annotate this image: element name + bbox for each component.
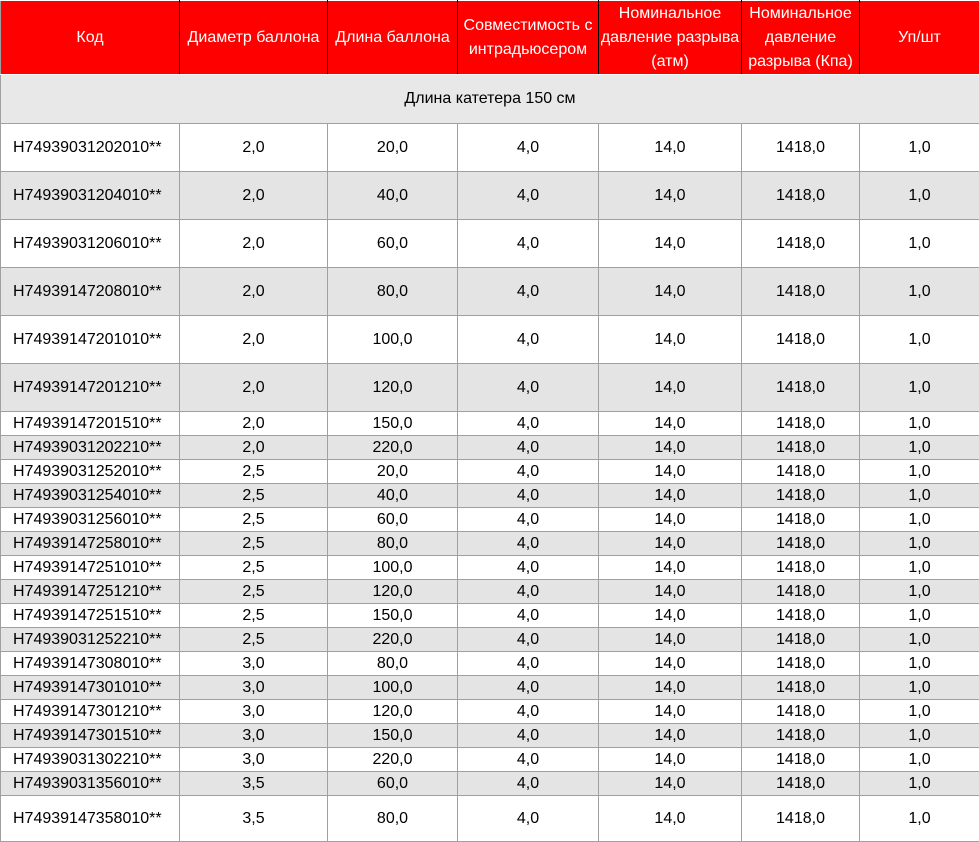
- cell-pressure-kpa: 1418,0: [742, 316, 860, 364]
- cell-pressure-atm: 14,0: [599, 748, 742, 772]
- cell-introducer: 4,0: [458, 436, 599, 460]
- header-introducer-compatibility: Совместимость с интрадьюсером: [458, 1, 599, 75]
- cell-length: 80,0: [328, 652, 458, 676]
- table-row: [1, 268, 979, 316]
- cell-pressure-atm: 14,0: [599, 556, 742, 580]
- cell-pressure-kpa: 1418,0: [742, 724, 860, 748]
- section-row: [1, 75, 979, 124]
- header-burst-pressure-kpa: Номинальное давление разрыва (Кпа): [742, 1, 860, 75]
- cell-diameter: 2,5: [180, 460, 328, 484]
- cell-pressure-atm: 14,0: [599, 172, 742, 220]
- cell-code: H74939031204010**: [1, 172, 180, 220]
- cell-pack: 1,0: [860, 604, 979, 628]
- cell-pressure-atm: 14,0: [599, 532, 742, 556]
- table-row: [1, 652, 979, 676]
- table-row: [1, 460, 979, 484]
- cell-code: H74939031356010**: [1, 772, 180, 796]
- cell-introducer: 4,0: [458, 628, 599, 652]
- cell-pressure-kpa: 1418,0: [742, 676, 860, 700]
- cell-pressure-atm: 14,0: [599, 508, 742, 532]
- cell-introducer: 4,0: [458, 316, 599, 364]
- cell-pressure-kpa: 1418,0: [742, 484, 860, 508]
- cell-diameter: 2,5: [180, 580, 328, 604]
- cell-diameter: 3,5: [180, 796, 328, 842]
- cell-length: 220,0: [328, 748, 458, 772]
- table-row: [1, 796, 979, 842]
- cell-pack: 1,0: [860, 364, 979, 412]
- cell-pressure-atm: 14,0: [599, 772, 742, 796]
- cell-length: 120,0: [328, 364, 458, 412]
- cell-pack: 1,0: [860, 220, 979, 268]
- cell-length: 120,0: [328, 700, 458, 724]
- cell-pressure-atm: 14,0: [599, 124, 742, 172]
- cell-diameter: 3,0: [180, 748, 328, 772]
- cell-pressure-kpa: 1418,0: [742, 220, 860, 268]
- cell-introducer: 4,0: [458, 676, 599, 700]
- cell-pressure-kpa: 1418,0: [742, 652, 860, 676]
- cell-length: 100,0: [328, 316, 458, 364]
- cell-pressure-kpa: 1418,0: [742, 628, 860, 652]
- cell-introducer: 4,0: [458, 796, 599, 842]
- cell-pressure-kpa: 1418,0: [742, 364, 860, 412]
- cell-length: 220,0: [328, 628, 458, 652]
- cell-pressure-atm: 14,0: [599, 412, 742, 436]
- cell-code: H74939147201510**: [1, 412, 180, 436]
- cell-length: 100,0: [328, 676, 458, 700]
- cell-introducer: 4,0: [458, 484, 599, 508]
- cell-code: H74939031202010**: [1, 124, 180, 172]
- cell-pressure-atm: 14,0: [599, 580, 742, 604]
- cell-pressure-atm: 14,0: [599, 604, 742, 628]
- cell-pressure-kpa: 1418,0: [742, 172, 860, 220]
- cell-length: 80,0: [328, 268, 458, 316]
- cell-length: 20,0: [328, 124, 458, 172]
- cell-code: H74939147301510**: [1, 724, 180, 748]
- cell-length: 150,0: [328, 724, 458, 748]
- cell-length: 40,0: [328, 172, 458, 220]
- cell-length: 150,0: [328, 604, 458, 628]
- cell-length: 80,0: [328, 532, 458, 556]
- table-header-row: [1, 1, 979, 75]
- cell-length: 100,0: [328, 556, 458, 580]
- cell-introducer: 4,0: [458, 556, 599, 580]
- cell-introducer: 4,0: [458, 268, 599, 316]
- cell-length: 60,0: [328, 220, 458, 268]
- cell-length: 80,0: [328, 796, 458, 842]
- cell-diameter: 3,0: [180, 676, 328, 700]
- cell-diameter: 3,5: [180, 772, 328, 796]
- cell-diameter: 2,5: [180, 484, 328, 508]
- cell-code: H74939147258010**: [1, 532, 180, 556]
- cell-pack: 1,0: [860, 724, 979, 748]
- cell-pack: 1,0: [860, 700, 979, 724]
- table-row: [1, 532, 979, 556]
- cell-diameter: 2,5: [180, 556, 328, 580]
- cell-length: 220,0: [328, 436, 458, 460]
- cell-pack: 1,0: [860, 628, 979, 652]
- cell-code: H74939147301210**: [1, 700, 180, 724]
- cell-code: H74939147251010**: [1, 556, 180, 580]
- cell-pack: 1,0: [860, 484, 979, 508]
- cell-diameter: 3,0: [180, 700, 328, 724]
- table-row: [1, 772, 979, 796]
- cell-diameter: 3,0: [180, 724, 328, 748]
- cell-code: H74939031206010**: [1, 220, 180, 268]
- cell-code: H74939031252210**: [1, 628, 180, 652]
- cell-pack: 1,0: [860, 124, 979, 172]
- cell-diameter: 2,0: [180, 436, 328, 460]
- cell-pack: 1,0: [860, 772, 979, 796]
- cell-pack: 1,0: [860, 532, 979, 556]
- cell-length: 40,0: [328, 484, 458, 508]
- cell-pressure-kpa: 1418,0: [742, 412, 860, 436]
- cell-diameter: 2,5: [180, 508, 328, 532]
- cell-code: H74939147201010**: [1, 316, 180, 364]
- header-burst-pressure-atm: Номинальное давление разрыва (атм): [599, 1, 742, 75]
- cell-pressure-kpa: 1418,0: [742, 604, 860, 628]
- cell-code: H74939031202210**: [1, 436, 180, 460]
- cell-pressure-atm: 14,0: [599, 460, 742, 484]
- cell-diameter: 2,5: [180, 628, 328, 652]
- cell-pack: 1,0: [860, 652, 979, 676]
- cell-pressure-kpa: 1418,0: [742, 772, 860, 796]
- cell-diameter: 2,0: [180, 316, 328, 364]
- cell-pressure-atm: 14,0: [599, 316, 742, 364]
- cell-pressure-atm: 14,0: [599, 724, 742, 748]
- cell-pressure-atm: 14,0: [599, 364, 742, 412]
- cell-pressure-kpa: 1418,0: [742, 124, 860, 172]
- cell-pressure-kpa: 1418,0: [742, 460, 860, 484]
- cell-diameter: 3,0: [180, 652, 328, 676]
- table-row: [1, 316, 979, 364]
- table-row: [1, 412, 979, 436]
- cell-pack: 1,0: [860, 316, 979, 364]
- cell-diameter: 2,0: [180, 220, 328, 268]
- cell-pack: 1,0: [860, 676, 979, 700]
- cell-diameter: 2,0: [180, 268, 328, 316]
- cell-pressure-kpa: 1418,0: [742, 532, 860, 556]
- table-row: [1, 508, 979, 532]
- table-row: [1, 724, 979, 748]
- cell-code: H74939147308010**: [1, 652, 180, 676]
- table-row: [1, 700, 979, 724]
- cell-code: H74939147251210**: [1, 580, 180, 604]
- table-row: [1, 580, 979, 604]
- cell-pressure-atm: 14,0: [599, 628, 742, 652]
- header-code: Код: [1, 1, 180, 75]
- header-balloon-length: Длина баллона: [328, 1, 458, 75]
- cell-code: H74939147251510**: [1, 604, 180, 628]
- cell-pressure-atm: 14,0: [599, 436, 742, 460]
- cell-pack: 1,0: [860, 748, 979, 772]
- cell-introducer: 4,0: [458, 532, 599, 556]
- cell-pressure-kpa: 1418,0: [742, 556, 860, 580]
- table-row: [1, 556, 979, 580]
- cell-diameter: 2,0: [180, 124, 328, 172]
- cell-introducer: 4,0: [458, 724, 599, 748]
- cell-pack: 1,0: [860, 796, 979, 842]
- cell-pressure-atm: 14,0: [599, 652, 742, 676]
- cell-introducer: 4,0: [458, 124, 599, 172]
- cell-pressure-kpa: 1418,0: [742, 508, 860, 532]
- cell-introducer: 4,0: [458, 748, 599, 772]
- cell-pack: 1,0: [860, 580, 979, 604]
- cell-diameter: 2,0: [180, 412, 328, 436]
- table-row: [1, 436, 979, 460]
- cell-pressure-atm: 14,0: [599, 220, 742, 268]
- cell-diameter: 2,5: [180, 532, 328, 556]
- cell-code: H74939147301010**: [1, 676, 180, 700]
- cell-pack: 1,0: [860, 268, 979, 316]
- cell-code: H74939031254010**: [1, 484, 180, 508]
- cell-pack: 1,0: [860, 460, 979, 484]
- cell-pack: 1,0: [860, 412, 979, 436]
- table-row: [1, 604, 979, 628]
- cell-pressure-atm: 14,0: [599, 796, 742, 842]
- cell-pack: 1,0: [860, 436, 979, 460]
- cell-introducer: 4,0: [458, 508, 599, 532]
- cell-introducer: 4,0: [458, 364, 599, 412]
- cell-code: H74939031302210**: [1, 748, 180, 772]
- cell-length: 60,0: [328, 508, 458, 532]
- cell-code: H74939031256010**: [1, 508, 180, 532]
- cell-length: 120,0: [328, 580, 458, 604]
- header-pack-qty: Уп/шт: [860, 1, 979, 75]
- cell-code: H74939031252010**: [1, 460, 180, 484]
- cell-diameter: 2,0: [180, 364, 328, 412]
- cell-introducer: 4,0: [458, 412, 599, 436]
- table-row: [1, 484, 979, 508]
- section-title: Длина катетера 150 см: [1, 75, 979, 124]
- cell-introducer: 4,0: [458, 460, 599, 484]
- cell-pressure-kpa: 1418,0: [742, 700, 860, 724]
- cell-introducer: 4,0: [458, 604, 599, 628]
- cell-code: H74939147208010**: [1, 268, 180, 316]
- cell-code: H74939147358010**: [1, 796, 180, 842]
- cell-pack: 1,0: [860, 172, 979, 220]
- cell-introducer: 4,0: [458, 772, 599, 796]
- cell-introducer: 4,0: [458, 652, 599, 676]
- cell-length: 150,0: [328, 412, 458, 436]
- table-row: [1, 172, 979, 220]
- cell-length: 60,0: [328, 772, 458, 796]
- cell-pressure-atm: 14,0: [599, 676, 742, 700]
- table-row: [1, 220, 979, 268]
- cell-pressure-atm: 14,0: [599, 268, 742, 316]
- cell-code: H74939147201210**: [1, 364, 180, 412]
- cell-pressure-kpa: 1418,0: [742, 796, 860, 842]
- cell-pressure-kpa: 1418,0: [742, 748, 860, 772]
- cell-introducer: 4,0: [458, 580, 599, 604]
- cell-pack: 1,0: [860, 556, 979, 580]
- table-row: [1, 676, 979, 700]
- cell-pack: 1,0: [860, 508, 979, 532]
- cell-diameter: 2,0: [180, 172, 328, 220]
- cell-diameter: 2,5: [180, 604, 328, 628]
- cell-introducer: 4,0: [458, 172, 599, 220]
- cell-length: 20,0: [328, 460, 458, 484]
- cell-pressure-atm: 14,0: [599, 700, 742, 724]
- header-balloon-diameter: Диаметр баллона: [180, 1, 328, 75]
- cell-pressure-atm: 14,0: [599, 484, 742, 508]
- table-row: [1, 748, 979, 772]
- table-row: [1, 628, 979, 652]
- cell-introducer: 4,0: [458, 700, 599, 724]
- table-row: [1, 364, 979, 412]
- cell-introducer: 4,0: [458, 220, 599, 268]
- cell-pressure-kpa: 1418,0: [742, 436, 860, 460]
- cell-pressure-kpa: 1418,0: [742, 580, 860, 604]
- table-row: [1, 124, 979, 172]
- cell-pressure-kpa: 1418,0: [742, 268, 860, 316]
